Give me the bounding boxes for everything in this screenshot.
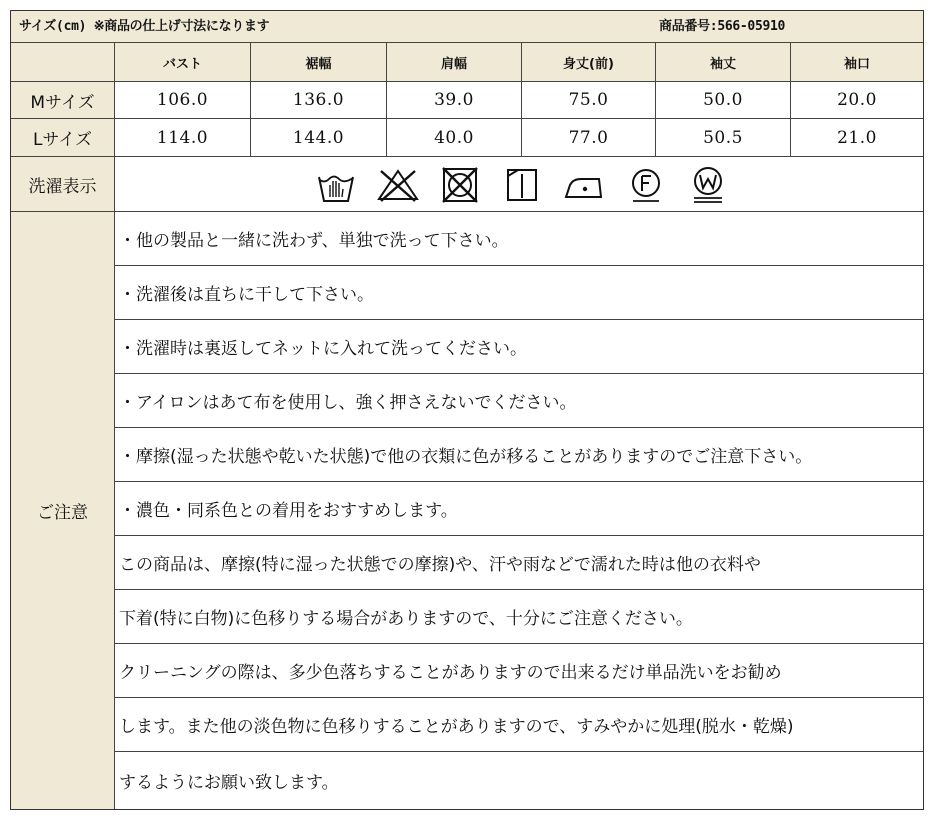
table-cell xyxy=(656,119,791,156)
table-cell xyxy=(791,82,923,118)
size-label: Lサイズ xyxy=(32,130,93,150)
note-line: ・他の製品と一緒に洗わず、単独で洗って下さい。 xyxy=(115,212,923,266)
hand-wash-icon xyxy=(311,163,361,207)
cell-value: 144.0 xyxy=(292,127,345,148)
row-label-cell xyxy=(11,82,115,118)
dry-clean-f-icon xyxy=(621,163,671,207)
notes-section xyxy=(11,212,923,809)
laundry-row xyxy=(11,157,923,212)
note-line: ・洗濯後は直ちに干して下さい。 xyxy=(115,266,923,320)
note-line: ・洗濯時は裏返してネットに入れて洗ってください。 xyxy=(115,320,923,374)
cell-value: 20.0 xyxy=(837,90,877,110)
table-cell xyxy=(115,119,251,156)
table-row xyxy=(11,119,923,157)
cell-value: 50.0 xyxy=(703,90,743,110)
no-bleach-icon xyxy=(373,163,423,207)
notes-label: ご注意 xyxy=(37,503,88,523)
size-care-sheet xyxy=(10,10,924,810)
col-header-bust xyxy=(115,43,251,81)
header-row xyxy=(11,11,923,43)
col-header-label: 肩幅 xyxy=(440,56,467,72)
iron-low-icon xyxy=(559,163,609,207)
laundry-label-cell xyxy=(11,157,115,211)
table-cell xyxy=(791,119,923,156)
col-header-label: 袖口 xyxy=(843,56,870,72)
col-header-sleeve xyxy=(656,43,791,81)
table-cell xyxy=(387,119,522,156)
note-line: ・濃色・同系色との着用をおすすめします。 xyxy=(115,482,923,536)
table-cell xyxy=(387,82,522,118)
col-header-length xyxy=(522,43,656,81)
corner-cell xyxy=(11,43,115,81)
note-line: ・摩擦(湿った状態や乾いた状態)で他の衣類に色が移ることがありますのでご注意下さい。 xyxy=(115,428,923,482)
cell-value: 106.0 xyxy=(156,90,209,110)
cell-value: 50.5 xyxy=(703,127,743,148)
laundry-icons xyxy=(311,163,733,207)
cell-value: 39.0 xyxy=(434,90,474,110)
laundry-label: 洗濯表示 xyxy=(28,176,97,197)
col-header-label: 袖丈 xyxy=(709,56,736,72)
cell-value: 40.0 xyxy=(434,127,474,148)
no-tumble-dry-icon xyxy=(435,163,485,207)
col-header-shoulder xyxy=(387,43,522,81)
table-cell xyxy=(251,82,387,118)
cell-value: 77.0 xyxy=(568,127,609,148)
table-cell xyxy=(251,119,387,156)
table-row xyxy=(11,82,923,119)
size-title: サイズ(cm) ※商品の仕上げ寸法になります xyxy=(19,19,270,34)
table-cell xyxy=(522,82,656,118)
col-header-label: バスト xyxy=(162,56,202,72)
col-header-cuff xyxy=(791,43,923,81)
note-line: 下着(特に白物)に色移りする場合がありますので、十分にご注意ください。 xyxy=(115,590,923,644)
line-dry-shade-icon xyxy=(497,163,547,207)
notes-label-cell xyxy=(11,212,115,809)
table-cell xyxy=(522,119,656,156)
table-cell xyxy=(656,82,791,118)
table-cell xyxy=(115,82,251,118)
size-column-header-row xyxy=(11,43,923,82)
cell-value: 114.0 xyxy=(156,127,209,148)
wet-clean-w-icon xyxy=(683,163,733,207)
product-number: 商品番号:566-05910 xyxy=(659,19,786,34)
size-label: Mサイズ xyxy=(30,92,95,113)
note-line: します。また他の淡色物に色移りすることがありますので、すみやかに処理(脱水・乾燥) xyxy=(115,698,923,752)
note-line: この商品は、摩擦(特に湿った状態での摩擦)や、汗や雨などで濡れた時は他の衣料や xyxy=(115,536,923,590)
note-line: するようにお願い致します。 xyxy=(119,773,339,793)
col-header-hem xyxy=(251,43,387,81)
row-label-cell xyxy=(11,119,115,156)
cell-value: 21.0 xyxy=(837,127,877,148)
cell-value: 136.0 xyxy=(292,90,345,110)
note-line: ・アイロンはあて布を使用し、強く押さえないでください。 xyxy=(115,374,923,428)
col-header-label: 裾幅 xyxy=(305,56,332,72)
col-header-label: 身丈(前) xyxy=(563,56,614,72)
cell-value: 75.0 xyxy=(568,90,609,110)
note-line: クリーニングの際は、多少色落ちすることがありますので出来るだけ単品洗いをお勧め xyxy=(115,644,923,698)
